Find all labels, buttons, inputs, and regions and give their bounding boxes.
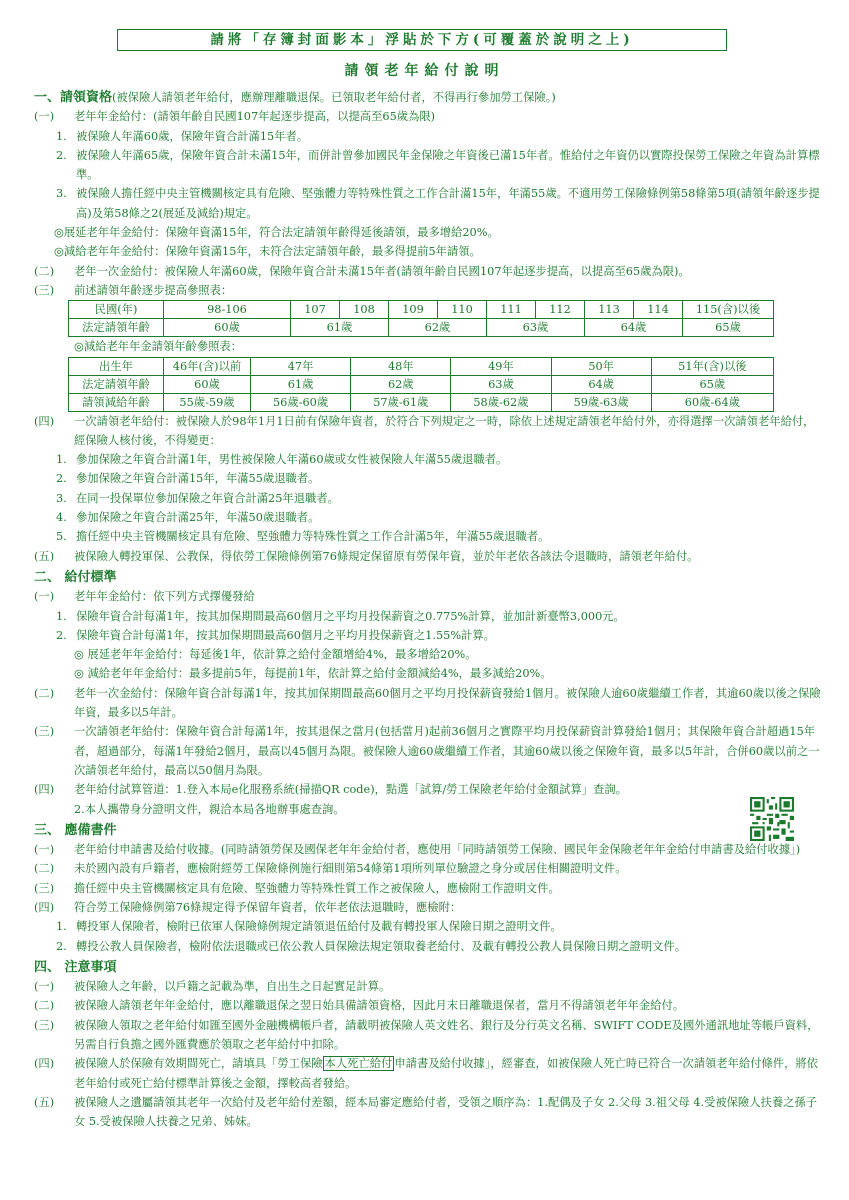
s2-p1-note1: ◎ 展延老年年金給付：每延後1年，依計算之給付金額增給4%，最多增給20%。 [74, 648, 477, 662]
table-row: 法定請領年齡 60歲 61歲 62歲 63歲 64歲 65歲 [69, 375, 774, 393]
content [34, 86, 824, 1132]
s2-p1: (一) 老年年金給付：依下列方式擇優發給 [34, 590, 255, 604]
s4-item: (二) 被保險人請領老年年金給付，應以離職退保之翌日始具備請領資格，因此月末日離職退保者，當月不得請領老年年金給付。 [34, 999, 685, 1013]
s1-p1-item: 2. 被保險人年滿65歲，保險年資合計未滿15年，而併計曾參加國民年金保險之年資後已滿15年者。惟給付之年資仍以實際投保勞工保險之年資為計算標準。 [56, 148, 820, 182]
s1-p4-item: 1. 參加保險之年資合計滿1年，男性被保險人年滿60歲或女性被保險人年滿55歲退職者。 [56, 453, 508, 467]
s1-p4-item: 2. 參加保險之年資合計滿15年，年滿55歲退職者。 [56, 472, 320, 486]
s3-item: (三) 擔任經中央主管機關核定具有危險、堅強體力等特殊性質工作之被保險人，應檢附工作證明文件。 [34, 881, 560, 895]
top-notice-box [117, 29, 727, 51]
s1-p1-note1: ◎展延老年年金給付：保險年資滿15年，符合法定請領年齡得延後請領，最多增給20%。 [54, 226, 499, 240]
doc-title: 請領老年給付說明 [344, 63, 505, 79]
s1-p1: (一) 老年年金給付：(請領年齡自民國107年起逐步提高，以提高至65歲為限) [34, 110, 436, 124]
s2-p4: (四) 老年給付試算管道：1.登入本局e化服務系統(掃描QR code)，點選「試算/勞工保險老年給付金額試算」查詢。 [34, 783, 627, 797]
s1-p4-item: 3. 在同一投保單位參加保險之年資合計滿25年退職者。 [56, 491, 339, 505]
s3-item: (一) 老年給付申請書及給付收據。(同時請領勞保及國保老年年金給付者，應使用「同時請領勞工保險、國民年金保險老年年金給付申請書及給付收據」) [34, 843, 801, 857]
s1-p1-item: 3. 被保險人擔任經中央主管機關核定具有危險、堅強體力等特殊性質之工作合計滿15年，年滿55歲。不適用勞工保險條例第58條第5項(請領年齡逐步提高)及第58條之2(展延及減給)規定。 [56, 187, 820, 220]
s1-p4: (四) 一次請領老年給付：被保險人於98年1月1日前有保險年資者，於符合下列規定之一時，除依上述規定請領老年給付外，亦得選擇一次請領老年給付，經保險人核付後，不得變更： [34, 414, 815, 447]
section-3-heading: 三、 應備書件 [34, 822, 117, 838]
section-2-heading: 二、 給付標準 [34, 569, 117, 585]
s3-sub-item: 1. 轉投軍人保險者，檢附已依軍人保險條例規定請領退伍給付及載有轉投軍人保險日期之證明文件。 [56, 920, 562, 934]
s1-p5: (五) 被保險人轉投軍保、公教保，得依勞工保險條例第76條規定保留原有勞保年資，並於年老依各該法令退職時，請領老年給付。 [34, 549, 699, 563]
s2-p4b: 2.本人攜帶身分證明文件，親洽本局各地辦事處查詢。 [74, 802, 345, 816]
s1-p4-item: 5. 擔任經中央主管機關核定具有危險、堅強體力等特殊性質之工作合計滿5年，年滿55歲退職者。 [56, 530, 550, 544]
s2-p1-item: 1. 保險年資合計每滿1年，按其加保期間最高60個月之平均月投保薪資之0.775%計算，並加計新臺幣3,000元。 [56, 609, 625, 623]
s3-sub-item: 2. 轉投公教人員保險者，檢附依法退職或已依公教人員保險法規定領取養老給付、及載有轉投公教人員保險日期之證明文件。 [56, 939, 687, 953]
table-row: 民國(年) 98-106 107 108 109 110 111 112 113 114 115(含)以後 [69, 301, 774, 319]
s3-item: (二) 未於國內設有戶籍者，應檢附經勞工保險條例施行細則第54條第1項所列單位驗證之身分或居住相關證明文件。 [34, 862, 627, 876]
s4-item: (四) 被保險人於保險有效期間死亡，請填具「勞工保險 本人死亡給付 申請書及給付收據」，經審查，如被保險人死亡時已符合一次請領老年給付條件，將依老年給付或死亡給付標準計算後之金額，擇較高者發給。 [34, 1057, 818, 1090]
s2-p1-item: 2. 保險年資合計每滿1年，按其加保期間最高60個月之平均月投保薪資之1.55%計算。 [56, 628, 495, 642]
age-table-1 [68, 300, 774, 337]
s2-p3: (三) 一次請領老年給付：保險年資合計每滿1年，按其退保之當月(包括當月)起前36個月之實際平均月投保薪資計算發給1個月；其保險年資合計超過15年者，超過部分，每滿1年發給2個月，最高以45個月為限。被保險人逾60歲繼續工作者，其逾60歲以後之保險年資，最多以5年計，合併60歲以前之一次請領老年給付，最高以50個月為限。 [34, 725, 820, 777]
s1-p1-note2: ◎減給老年年金給付：保險年資滿15年，未符合法定請領年齡，最多得提前5年請領。 [54, 245, 481, 259]
table2-caption: ◎減給老年年金請領年齡參照表： [74, 340, 243, 354]
qr-code-icon[interactable] [750, 797, 794, 841]
s2-p1-note2: ◎ 減給老年年金給付：最多提前5年，每提前1年，依計算之給付金額減給4%，最多減給20%。 [74, 667, 552, 681]
section-1-note: (被保險人請領老年給付，應辦理離職退保。已領取老年給付者，不得再行參加勞工保險。) [112, 91, 556, 104]
s3-item: (四) 符合勞工保險條例第76條規定得予保留年資者，依年老依法退職時，應檢附： [34, 900, 462, 914]
section-1-heading: 一、請領資格(被保險人請領老年給付，應辦理離職退保。已領取老年給付者，不得再行參加勞工保險。) [34, 90, 556, 105]
table-row: 出生年 46年(含)以前 47年 48年 49年 50年 51年(含)以後 [69, 357, 774, 375]
section-4-heading: 四、 注意事項 [34, 959, 117, 975]
table-row: 法定請領年齡 60歲 61歲 62歲 63歲 64歲 65歲 [69, 319, 774, 337]
s4-item: (一) 被保險人之年齡，以戶籍之記載為準，自出生之日起實足計算。 [34, 980, 391, 994]
boxed-form-name: 本人死亡給付 [324, 1057, 393, 1071]
s4-item: (三) 被保險人領取之老年給付如匯至國外金融機構帳戶者，請載明被保險人英文姓名、銀行及分行英文名稱、SWIFT CODE及國外通訊地址等帳戶資料，另需自行負擔之國外匯費應於領取之老年給付中扣除。 [34, 1018, 819, 1052]
s1-p1-item: 1. 被保險人年滿60歲，保險年資合計滿15年者。 [56, 129, 309, 143]
s1-p2: (二) 老年一次金給付：被保險人年滿60歲，保險年資合計未滿15年者(請領年齡自民國107年起逐步提高，以提高至65歲為限)。 [34, 264, 690, 278]
s4-item: (五) 被保險人之遺屬請領其老年一次給付及老年給付差額，經本局審定應給付者，受領之順序為：1.配偶及子女 2.父母 3.祖父母 4.受被保險人扶養之孫子女 5.受被保險人扶養之兄弟、姊妹。 [34, 1095, 818, 1129]
s2-p2: (二) 老年一次金給付：保險年資合計每滿1年，按其加保期間最高60個月之平均月投保薪資發給1個月。被保險人逾60歲繼續工作者，其逾60歲以後之保險年資，最多以5年計。 [34, 686, 821, 720]
s1-p3: (三) 前述請領年齡逐步提高參照表： [34, 283, 233, 297]
s1-p4-item: 4. 參加保險之年資合計滿25年，年滿50歲退職者。 [56, 511, 320, 525]
age-table-2 [68, 357, 774, 412]
table-row: 請領減給年齡 55歲-59歲 56歲-60歲 57歲-61歲 58歲-62歲 59歲-63歲 60歲-64歲 [69, 393, 774, 411]
top-notice: 請將「存簿封面影本」浮貼於下方(可覆蓋於說明之上) [210, 32, 634, 48]
